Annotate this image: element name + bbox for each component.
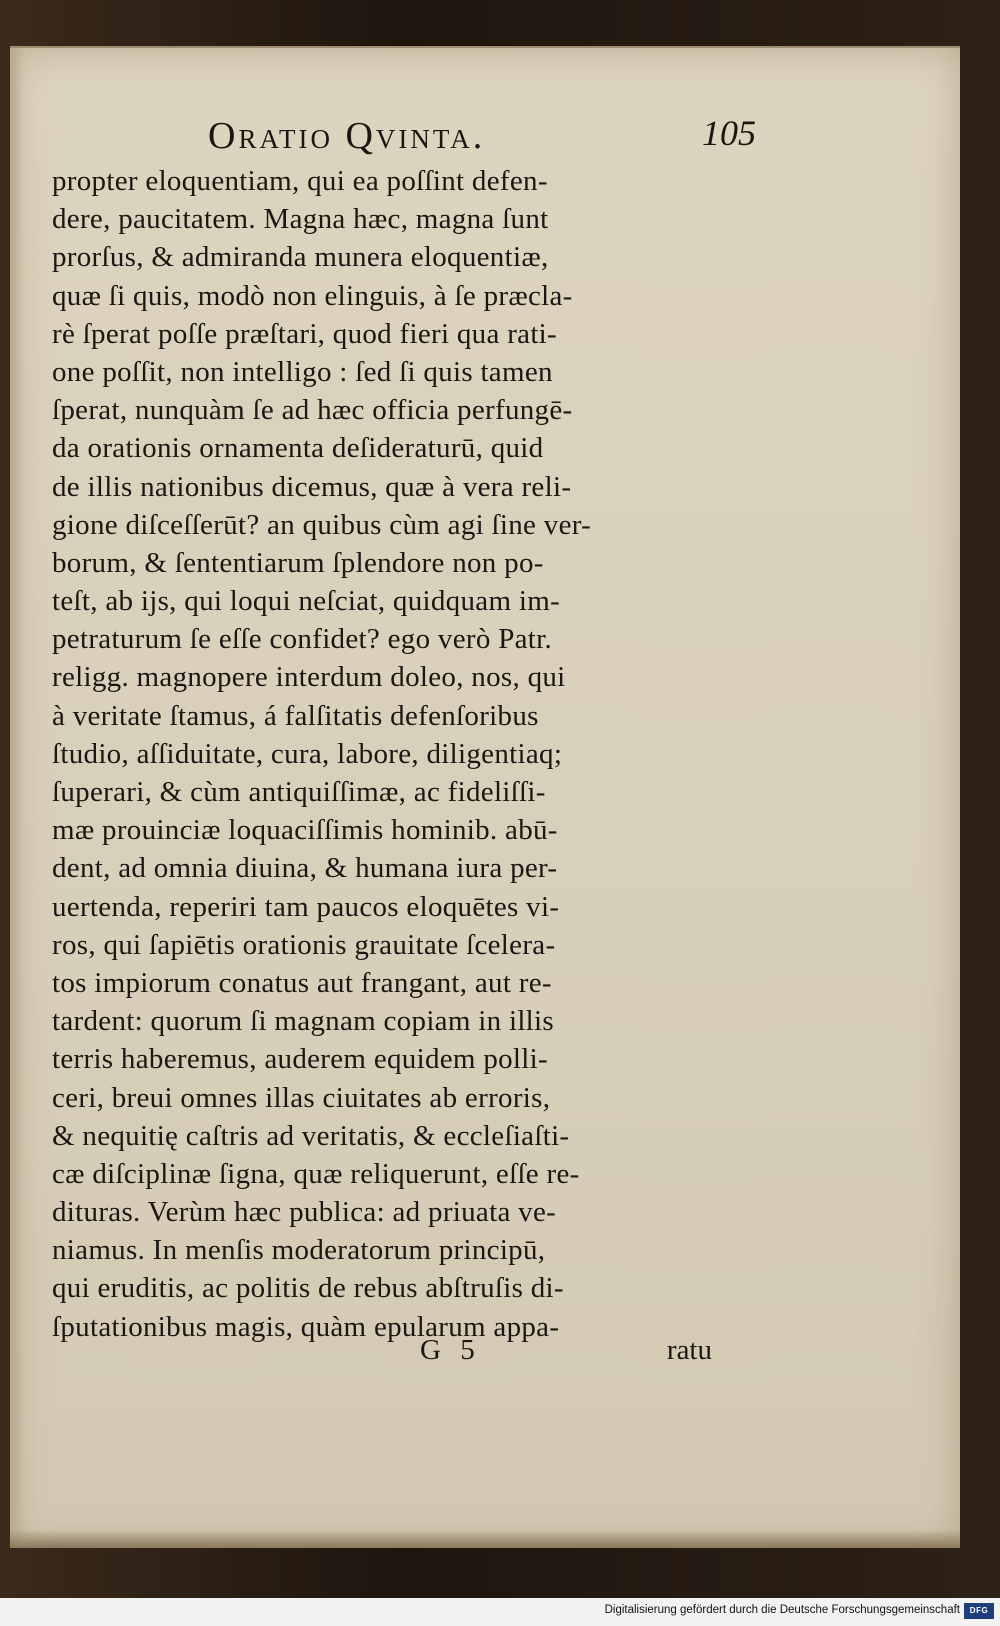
text-line: uertenda, reperiri tam paucos eloquētes vi- (52, 890, 560, 923)
running-head-title: Oratio Qvinta. (208, 115, 486, 157)
text-line: propter eloquentiam, qui ea poſſint defen- (52, 165, 548, 197)
text-line: dere, paucitatem. Magna hæc, magna ſunt (52, 203, 549, 236)
text-line: one poſſit, non intelligo : ſed ſi quis tamen (52, 355, 553, 388)
text-line: gione diſceſſerūt? an quibus cùm agi ſine ver- (52, 508, 592, 541)
text-line: à veritate ſtamus, á falſitatis defenſoribus (52, 699, 539, 732)
text-line: da orationis ornamenta deſideraturū, quid (52, 432, 544, 465)
page-edge-bottom (10, 1530, 960, 1548)
text-line: quæ ſi quis, modò non elinguis, à ſe præcla- (52, 279, 573, 312)
book-page (10, 46, 960, 1548)
text-line: terris haberemus, auderem equidem polli- (52, 1043, 548, 1076)
text-line: tos impiorum conatus aut frangant, aut re- (52, 966, 552, 999)
text-line: mæ prouinciæ loquaciſſimis hominib. abū- (52, 814, 558, 847)
text-line: dituras. Verùm hæc publica: ad priuata ve- (52, 1196, 557, 1229)
text-line: religg. magnopere interdum doleo, nos, qui (52, 661, 566, 694)
text-line: tardent: quorum ſi magnam copiam in illis (52, 1005, 554, 1038)
funding-credit: Digitalisierung gefördert durch die Deutsche Forschungsgemeinschaft (604, 1604, 960, 1616)
catchword: ratu (666, 1334, 712, 1366)
text-line: rè ſperat poſſe præſtari, quod fieri qua rati- (52, 317, 558, 350)
text-line: petraturum ſe eſſe confidet? ego verò Patr. (52, 623, 553, 656)
digitization-footer (0, 1598, 1000, 1626)
text-line: prorſus, & admiranda munera eloquentiæ, (52, 241, 549, 274)
running-head (10, 114, 960, 164)
text-line: borum, & ſententiarum ſplendore non po- (52, 546, 544, 579)
text-line: de illis nationibus dicemus, quæ à vera reli- (52, 470, 572, 503)
text-line: & nequitię caſtris ad veritatis, & eccleſiaſti- (52, 1119, 570, 1152)
signature-mark: G 5 (420, 1334, 481, 1366)
text-line: ceri, breui omnes illas ciuitates ab erroris, (52, 1081, 551, 1114)
text-line: teſt, ab ijs, qui loqui neſciat, quidquam im- (52, 585, 561, 618)
text-line: ros, qui ſapiētis orationis grauitate ſcelera- (52, 928, 556, 961)
dfg-logo: DFG (964, 1603, 994, 1619)
text-line: cæ diſciplinæ ſigna, quæ reliquerunt, eſſe re- (52, 1157, 580, 1190)
signature-row (52, 1334, 712, 1374)
body-text (52, 162, 712, 1346)
page-edge-left (10, 48, 24, 1548)
text-line: niamus. In menſis moderatorum principū, (52, 1234, 546, 1267)
text-line: ſuperari, & cùm antiquiſſimæ, ac fideliſſi- (52, 776, 546, 808)
page-number: 105 (702, 113, 756, 153)
text-line: ſputationibus magis, quàm epularum appa- (52, 1310, 560, 1343)
text-line: ſperat, nunquàm ſe ad hæc officia perfungē- (52, 394, 573, 427)
text-line: qui eruditis, ac politis de rebus abſtruſis di- (52, 1272, 564, 1305)
text-line: ſtudio, aſſiduitate, cura, labore, diligentiaq; (52, 737, 563, 770)
text-line: dent, ad omnia diuina, & humana iura per- (52, 852, 558, 885)
